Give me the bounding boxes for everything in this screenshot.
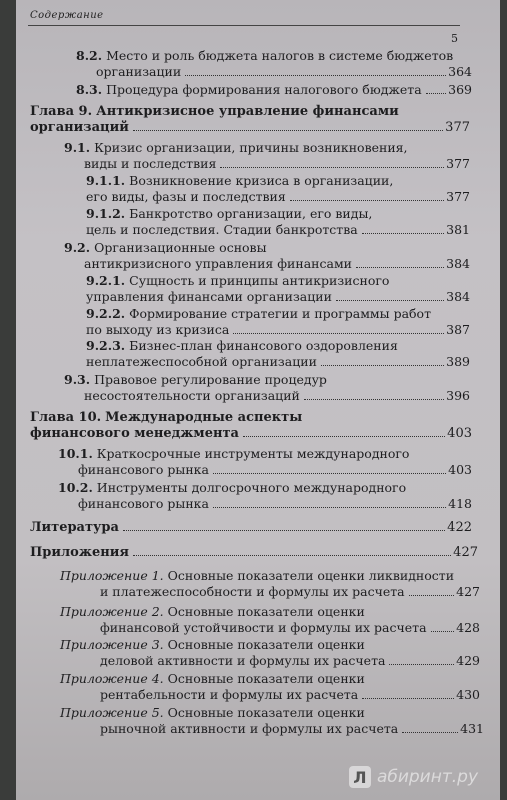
toc-entry [60, 568, 480, 600]
entry-page: 418 [448, 496, 472, 511]
dot-leader [213, 507, 446, 508]
entry-number: 9.2.1. [86, 273, 126, 288]
chapter-title: Приложения [30, 545, 130, 560]
entry-title: Краткосрочные инструменты международного [96, 446, 410, 461]
entry-number: 8.3. [76, 82, 103, 97]
entry-page: 427 [453, 545, 478, 560]
entry-page: 389 [446, 354, 470, 369]
appendix-number: Приложение 5. [60, 705, 164, 720]
watermark-text: абиринт.ру [376, 767, 478, 787]
toc-entry [60, 604, 480, 636]
chapter-title: Антикризисное управление финансами [96, 104, 399, 119]
entry-title: Организационные основы [94, 240, 267, 255]
toc-entry [60, 637, 480, 669]
entry-title-cont: по выходу из кризиса [86, 322, 230, 337]
entry-title-cont: организации [96, 64, 182, 79]
toc-entry [76, 48, 472, 80]
page-number: 5 [451, 32, 458, 45]
entry-title-cont: рыночной активности и формулы их расчета [100, 721, 399, 736]
dot-leader [321, 365, 444, 366]
toc-entry [86, 273, 470, 305]
entry-page: 430 [456, 687, 480, 702]
entry-title-cont: и платежеспособности и формулы их расчета [100, 584, 405, 599]
toc-entry [86, 306, 470, 338]
dot-leader [123, 530, 445, 531]
entry-title-cont: рентабельности и формулы их расчета [100, 687, 359, 702]
entry-number: 10.2. [58, 480, 93, 495]
entry-number: 9.2. [64, 240, 91, 255]
entry-title: Формирование стратегии и программы работ [129, 306, 431, 321]
entry-title-cont: финансового рынка [78, 462, 209, 477]
toc-entry [64, 140, 470, 172]
table-of-contents [16, 0, 500, 800]
chapter-number: Глава 10. [30, 410, 102, 425]
entry-number: 10.1. [58, 446, 93, 461]
toc-entry [86, 338, 470, 370]
dot-leader [426, 93, 446, 94]
entry-page: 384 [446, 289, 470, 304]
dot-leader [220, 167, 444, 168]
entry-page: 403 [447, 426, 472, 441]
entry-title: Основные показатели оценки [167, 637, 365, 652]
toc-entry [58, 480, 472, 512]
entry-page: 369 [448, 82, 472, 97]
entry-title-cont: виды и последствия [84, 156, 217, 171]
chapter-title-cont: организаций [30, 120, 129, 135]
entry-page: 384 [446, 256, 470, 271]
entry-title: Основные показатели оценки ликвидности [167, 568, 455, 583]
entry-number: 9.2.2. [86, 306, 126, 321]
chapter-number: Глава 9. [30, 104, 93, 119]
entry-title: Правовое регулирование процедур [94, 372, 327, 387]
labirint-logo-icon: Л [349, 766, 371, 788]
entry-title-cont: неплатежеспособной организации [86, 354, 317, 369]
entry-page: 427 [456, 584, 480, 599]
entry-page: 403 [448, 462, 472, 477]
book-page [16, 0, 500, 800]
entry-number: 8.2. [76, 48, 103, 63]
entry-page: 381 [446, 222, 470, 237]
entry-number: 9.1. [64, 140, 91, 155]
chapter-entry [30, 545, 478, 561]
toc-entry [76, 82, 472, 98]
chapter-entry [30, 520, 472, 536]
appendix-number: Приложение 2. [60, 604, 164, 619]
entry-number: 9.1.1. [86, 173, 126, 188]
dot-leader [133, 555, 451, 556]
toc-entry [86, 173, 470, 205]
toc-entry [64, 240, 470, 272]
entry-title-cont: управления финансами организации [86, 289, 332, 304]
chapter-entry [30, 104, 470, 136]
dot-leader [336, 300, 444, 301]
entry-title-cont: цель и последствия. Стадии банкротства [86, 222, 358, 237]
entry-title-cont: несостоятельности организаций [84, 388, 300, 403]
dot-leader [362, 698, 454, 699]
entry-title-cont: антикризисного управления финансами [84, 256, 353, 271]
entry-page: 387 [446, 322, 470, 337]
entry-title: Сущность и принципы антикризисного [129, 273, 390, 288]
entry-page: 377 [446, 156, 470, 171]
dot-leader [389, 664, 454, 665]
dot-leader [133, 130, 443, 131]
entry-number: 9.3. [64, 372, 91, 387]
appendix-number: Приложение 3. [60, 637, 164, 652]
dot-leader [409, 595, 455, 596]
dot-leader [213, 473, 446, 474]
dot-leader [402, 732, 458, 733]
entry-page: 431 [460, 721, 484, 736]
entry-title: Основные показатели оценки [167, 671, 365, 686]
entry-title: Основные показатели оценки [167, 604, 365, 619]
dot-leader [304, 399, 444, 400]
entry-title: Инструменты долгосрочного международного [96, 480, 407, 495]
entry-page: 428 [456, 620, 480, 635]
dot-leader [233, 333, 444, 334]
entry-title: Основные показатели оценки [167, 705, 365, 720]
appendix-number: Приложение 4. [60, 671, 164, 686]
entry-page: 396 [446, 388, 470, 403]
entry-title-cont: его виды, фазы и последствия [86, 189, 286, 204]
entry-title-cont: деловой активности и формулы их расчета [100, 653, 386, 668]
entry-page: 377 [445, 120, 470, 135]
entry-title: Кризис организации, причины возникновения, [94, 140, 408, 155]
entry-page: 422 [447, 520, 472, 535]
dot-leader [243, 436, 445, 437]
running-head: Содержание [30, 10, 104, 21]
entry-title-cont: финансовой устойчивости и формулы их расчета [100, 620, 427, 635]
toc-entry [64, 372, 470, 404]
toc-entry [60, 671, 480, 703]
chapter-title: Международные аспекты [105, 410, 303, 425]
entry-page: 364 [448, 64, 472, 79]
dot-leader [431, 631, 455, 632]
chapter-title: Литература [30, 520, 119, 535]
dot-leader [185, 75, 446, 76]
entry-title-cont: финансового рынка [78, 496, 209, 511]
appendix-number: Приложение 1. [60, 568, 164, 583]
dot-leader [362, 233, 444, 234]
dot-leader [290, 200, 444, 201]
chapter-title-cont: финансового менеджмента [30, 426, 239, 441]
toc-entry [86, 206, 470, 238]
chapter-entry [30, 410, 472, 442]
entry-title: Процедура формирования налогового бюджета [106, 82, 422, 97]
entry-number: 9.1.2. [86, 206, 126, 221]
entry-title: Место и роль бюджета налогов в системе бюджетов [106, 48, 454, 63]
toc-entry [58, 446, 472, 478]
toc-entry [60, 705, 484, 737]
labirint-watermark [349, 766, 478, 788]
entry-page: 377 [446, 189, 470, 204]
entry-title: Бизнес-план финансового оздоровления [129, 338, 398, 353]
dot-leader [356, 267, 444, 268]
entry-number: 9.2.3. [86, 338, 126, 353]
entry-page: 429 [456, 653, 480, 668]
entry-title: Возникновение кризиса в организации, [129, 173, 394, 188]
entry-title: Банкротство организации, его виды, [129, 206, 373, 221]
